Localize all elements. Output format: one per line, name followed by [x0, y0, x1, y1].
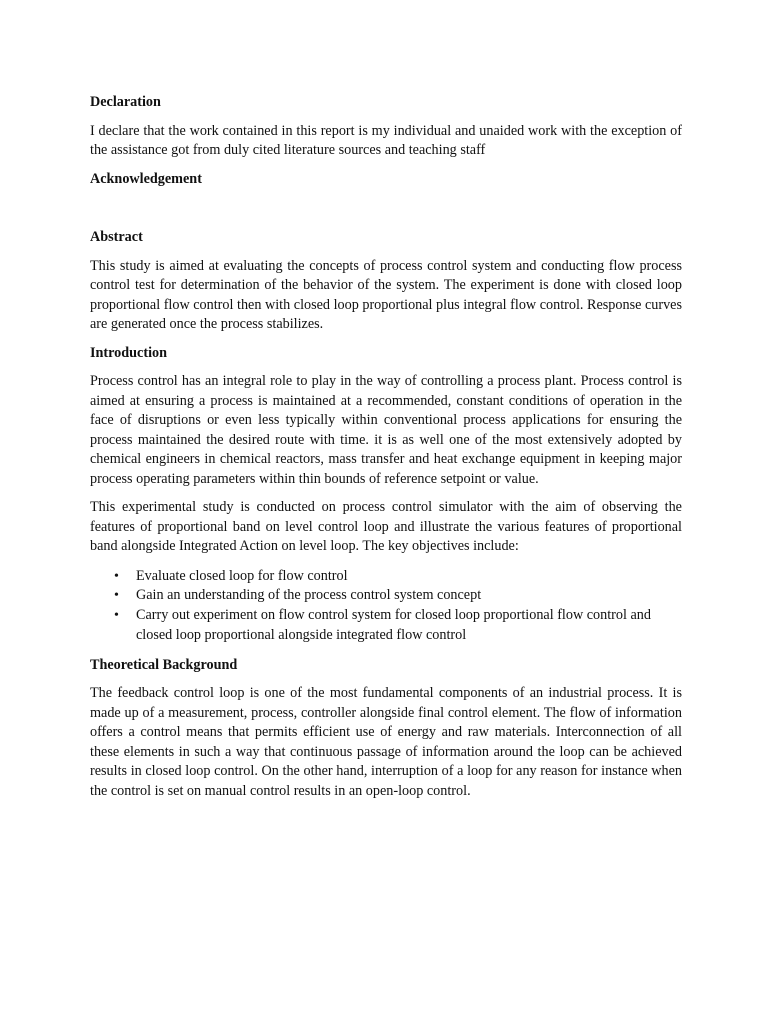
bullet-icon: • [114, 568, 119, 584]
abstract-text: This study is aimed at evaluating the concepts of process control system and conducting flow process control test for determination of the behavior of the system. The experiment is done with closed loop proportional flow control then with closed loop proportional plus integral flow control. Response curves are generated once the process stabilizes. [90, 257, 682, 332]
objective-text: Gain an understanding of the process control system concept [136, 587, 482, 604]
declaration-text: I declare that the work contained in this report is my individual and unaided work with the exception of the assistance got from duly cited literature sources and teaching staff [90, 122, 682, 158]
theoretical-background-text: The feedback control loop is one of the most fundamental components of an industrial process. It is made up of a measurement, process, controller alongside final control element. The flow of information offers a control means that permits efficient use of energy and raw materials. Interconnection of all these elements in such a way that continuous passage of information around the loop can be achieved results in closed loop control. On the other hand, interruption of a loop for any reason for instance when the control is set on manual control results in an open-loop control. [90, 685, 682, 799]
theoretical-background-heading: Theoretical Background [90, 656, 238, 673]
bullet-icon: • [114, 608, 119, 624]
objectives-list [90, 567, 682, 646]
acknowledgement-heading: Acknowledgement [90, 170, 202, 187]
document-page [90, 93, 682, 801]
abstract-heading: Abstract [90, 229, 143, 245]
objective-text: Evaluate closed loop for flow control [136, 567, 348, 584]
list-item [90, 567, 682, 587]
introduction-heading: Introduction [90, 344, 167, 361]
introduction-paragraph-2: This experimental study is conducted on process control simulator with the aim of observing the features of proportional band on level control loop and illustrate the various features of proportional band alongside Integrated Action on level loop. The key objectives include: [90, 499, 682, 554]
declaration-heading: Declaration [90, 94, 161, 110]
list-item [90, 586, 682, 606]
introduction-paragraph-1: Process control has an integral role to play in the way of controlling a process plant. Process control is aimed at ensuring a process is maintained at a recommended, constant conditions of operation in the face of disruptions or even less typically within conventional process applications for ensuring the process maintained the desired route with time. it is as well one of the most extensively adopted by chemical engineers in chemical reactors, mass transfer and heat exchange equipment in keeping major process operating parameters within thin bounds of reference setpoint or value. [90, 373, 682, 487]
list-item [90, 606, 682, 646]
bullet-icon: • [114, 588, 119, 604]
objective-text: Carry out experiment on flow control system for closed loop proportional flow control and closed loop proportional alongside integrated flow control [136, 607, 651, 643]
